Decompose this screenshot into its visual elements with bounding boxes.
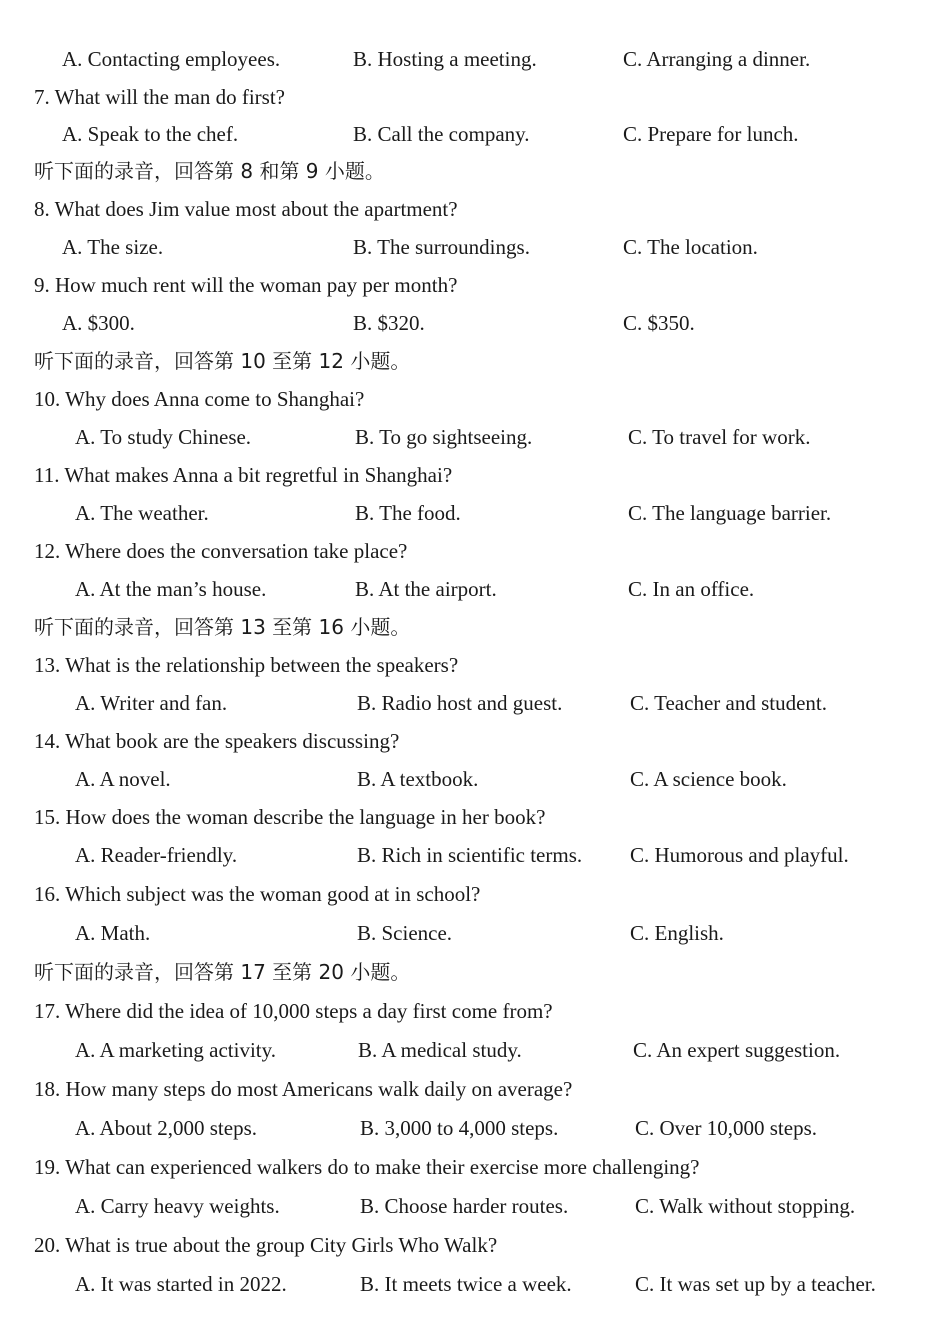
q18-options-row bbox=[0, 1109, 950, 1147]
section-heading-17-20 bbox=[0, 953, 950, 991]
q16-question bbox=[0, 875, 950, 913]
q7-option-c: C. Prepare for lunch. bbox=[623, 122, 799, 146]
q12-text: 12. Where does the conversation take place? bbox=[34, 539, 408, 563]
q17-option-c: C. An expert suggestion. bbox=[633, 1038, 841, 1062]
section-heading-8-9 bbox=[0, 152, 950, 190]
q8-option-b: B. The surroundings. bbox=[353, 235, 530, 259]
section-text-17-20: 听下面的录音，回答第 17 至第 20 小题。 bbox=[34, 960, 411, 984]
section-heading-13-16 bbox=[0, 608, 950, 646]
q12-option-c: C. In an office. bbox=[628, 577, 755, 601]
q8-option-a: A. The size. bbox=[62, 235, 164, 259]
q7-question bbox=[0, 78, 950, 116]
q13-option-c: C. Teacher and student. bbox=[630, 691, 827, 715]
q8-question bbox=[0, 190, 950, 228]
q20-option-a: A. It was started in 2022. bbox=[75, 1272, 287, 1296]
q12-option-a: A. At the man’s house. bbox=[75, 577, 267, 601]
q18-question bbox=[0, 1070, 950, 1108]
q11-text: 11. What makes Anna a bit regretful in Shanghai? bbox=[34, 463, 453, 487]
q14-option-b: B. A textbook. bbox=[357, 767, 479, 791]
q13-text: 13. What is the relationship between the speakers? bbox=[34, 653, 459, 677]
q6-option-c: C. Arranging a dinner. bbox=[623, 47, 811, 71]
section-text-8-9: 听下面的录音，回答第 8 和第 9 小题。 bbox=[34, 159, 385, 183]
q6-option-b: B. Hosting a meeting. bbox=[353, 47, 537, 71]
q16-text: 16. Which subject was the woman good at in school? bbox=[34, 882, 481, 906]
q11-option-b: B. The food. bbox=[355, 501, 461, 525]
q10-options-row bbox=[0, 418, 950, 456]
q20-question bbox=[0, 1226, 950, 1264]
q14-option-c: C. A science book. bbox=[630, 767, 787, 791]
q14-option-a: A. A novel. bbox=[75, 767, 171, 791]
q20-option-c: C. It was set up by a teacher. bbox=[635, 1272, 876, 1296]
q10-text: 10. Why does Anna come to Shanghai? bbox=[34, 387, 365, 411]
section-text-13-16: 听下面的录音，回答第 13 至第 16 小题。 bbox=[34, 615, 411, 639]
q13-question bbox=[0, 646, 950, 684]
q20-options-row bbox=[0, 1265, 950, 1303]
q7-option-a: A. Speak to the chef. bbox=[62, 122, 239, 146]
q12-options-row bbox=[0, 570, 950, 608]
q15-option-b: B. Rich in scientific terms. bbox=[357, 843, 583, 867]
q7-options-row bbox=[0, 115, 950, 153]
q14-text: 14. What book are the speakers discussing? bbox=[34, 729, 400, 753]
q16-option-a: A. Math. bbox=[75, 921, 151, 945]
q20-option-b: B. It meets twice a week. bbox=[360, 1272, 572, 1296]
q19-text: 19. What can experienced walkers do to make their exercise more challenging? bbox=[34, 1155, 700, 1179]
q13-options-row bbox=[0, 684, 950, 722]
q16-option-b: B. Science. bbox=[357, 921, 453, 945]
q13-option-b: B. Radio host and guest. bbox=[357, 691, 563, 715]
q16-options-row bbox=[0, 914, 950, 952]
q8-option-c: C. The location. bbox=[623, 235, 758, 259]
q10-option-c: C. To travel for work. bbox=[628, 425, 811, 449]
q15-text: 15. How does the woman describe the language in her book? bbox=[34, 805, 546, 829]
q9-question bbox=[0, 266, 950, 304]
q10-option-a: A. To study Chinese. bbox=[75, 425, 252, 449]
q12-option-b: B. At the airport. bbox=[355, 577, 497, 601]
q15-options-row bbox=[0, 836, 950, 874]
q18-option-c: C. Over 10,000 steps. bbox=[635, 1116, 817, 1140]
q18-option-a: A. About 2,000 steps. bbox=[75, 1116, 258, 1140]
q19-option-a: A. Carry heavy weights. bbox=[75, 1194, 280, 1218]
section-heading-10-12 bbox=[0, 342, 950, 380]
q6-option-a: A. Contacting employees. bbox=[62, 47, 281, 71]
q9-text: 9. How much rent will the woman pay per month? bbox=[34, 273, 458, 297]
q14-options-row bbox=[0, 760, 950, 798]
q18-option-b: B. 3,000 to 4,000 steps. bbox=[360, 1116, 559, 1140]
q7-text: 7. What will the man do first? bbox=[34, 85, 285, 109]
q10-option-b: B. To go sightseeing. bbox=[355, 425, 533, 449]
q11-option-a: A. The weather. bbox=[75, 501, 209, 525]
q8-text: 8. What does Jim value most about the apartment? bbox=[34, 197, 458, 221]
q12-question bbox=[0, 532, 950, 570]
q17-option-b: B. A medical study. bbox=[358, 1038, 522, 1062]
q10-question bbox=[0, 380, 950, 418]
q11-question bbox=[0, 456, 950, 494]
q19-option-b: B. Choose harder routes. bbox=[360, 1194, 569, 1218]
q11-options-row bbox=[0, 494, 950, 532]
q9-option-c: C. $350. bbox=[623, 311, 695, 335]
q11-option-c: C. The language barrier. bbox=[628, 501, 832, 525]
q7-option-b: B. Call the company. bbox=[353, 122, 530, 146]
q14-question bbox=[0, 722, 950, 760]
q15-question bbox=[0, 798, 950, 836]
q13-option-a: A. Writer and fan. bbox=[75, 691, 228, 715]
q15-option-a: A. Reader-friendly. bbox=[75, 843, 238, 867]
q20-text: 20. What is true about the group City Girls Who Walk? bbox=[34, 1233, 498, 1257]
q8-options-row bbox=[0, 228, 950, 266]
q17-text: 17. Where did the idea of 10,000 steps a day first come from? bbox=[34, 999, 553, 1023]
q19-options-row bbox=[0, 1187, 950, 1225]
q9-options-row bbox=[0, 304, 950, 342]
q19-option-c: C. Walk without stopping. bbox=[635, 1194, 856, 1218]
q9-option-b: B. $320. bbox=[353, 311, 425, 335]
q17-question bbox=[0, 992, 950, 1030]
q18-text: 18. How many steps do most Americans walk daily on average? bbox=[34, 1077, 573, 1101]
q19-question bbox=[0, 1148, 950, 1186]
q17-options-row bbox=[0, 1031, 950, 1069]
q9-option-a: A. $300. bbox=[62, 311, 135, 335]
q6-options-row bbox=[0, 40, 950, 78]
section-text-10-12: 听下面的录音，回答第 10 至第 12 小题。 bbox=[34, 349, 411, 373]
q17-option-a: A. A marketing activity. bbox=[75, 1038, 277, 1062]
q15-option-c: C. Humorous and playful. bbox=[630, 843, 849, 867]
q16-option-c: C. English. bbox=[630, 921, 724, 945]
